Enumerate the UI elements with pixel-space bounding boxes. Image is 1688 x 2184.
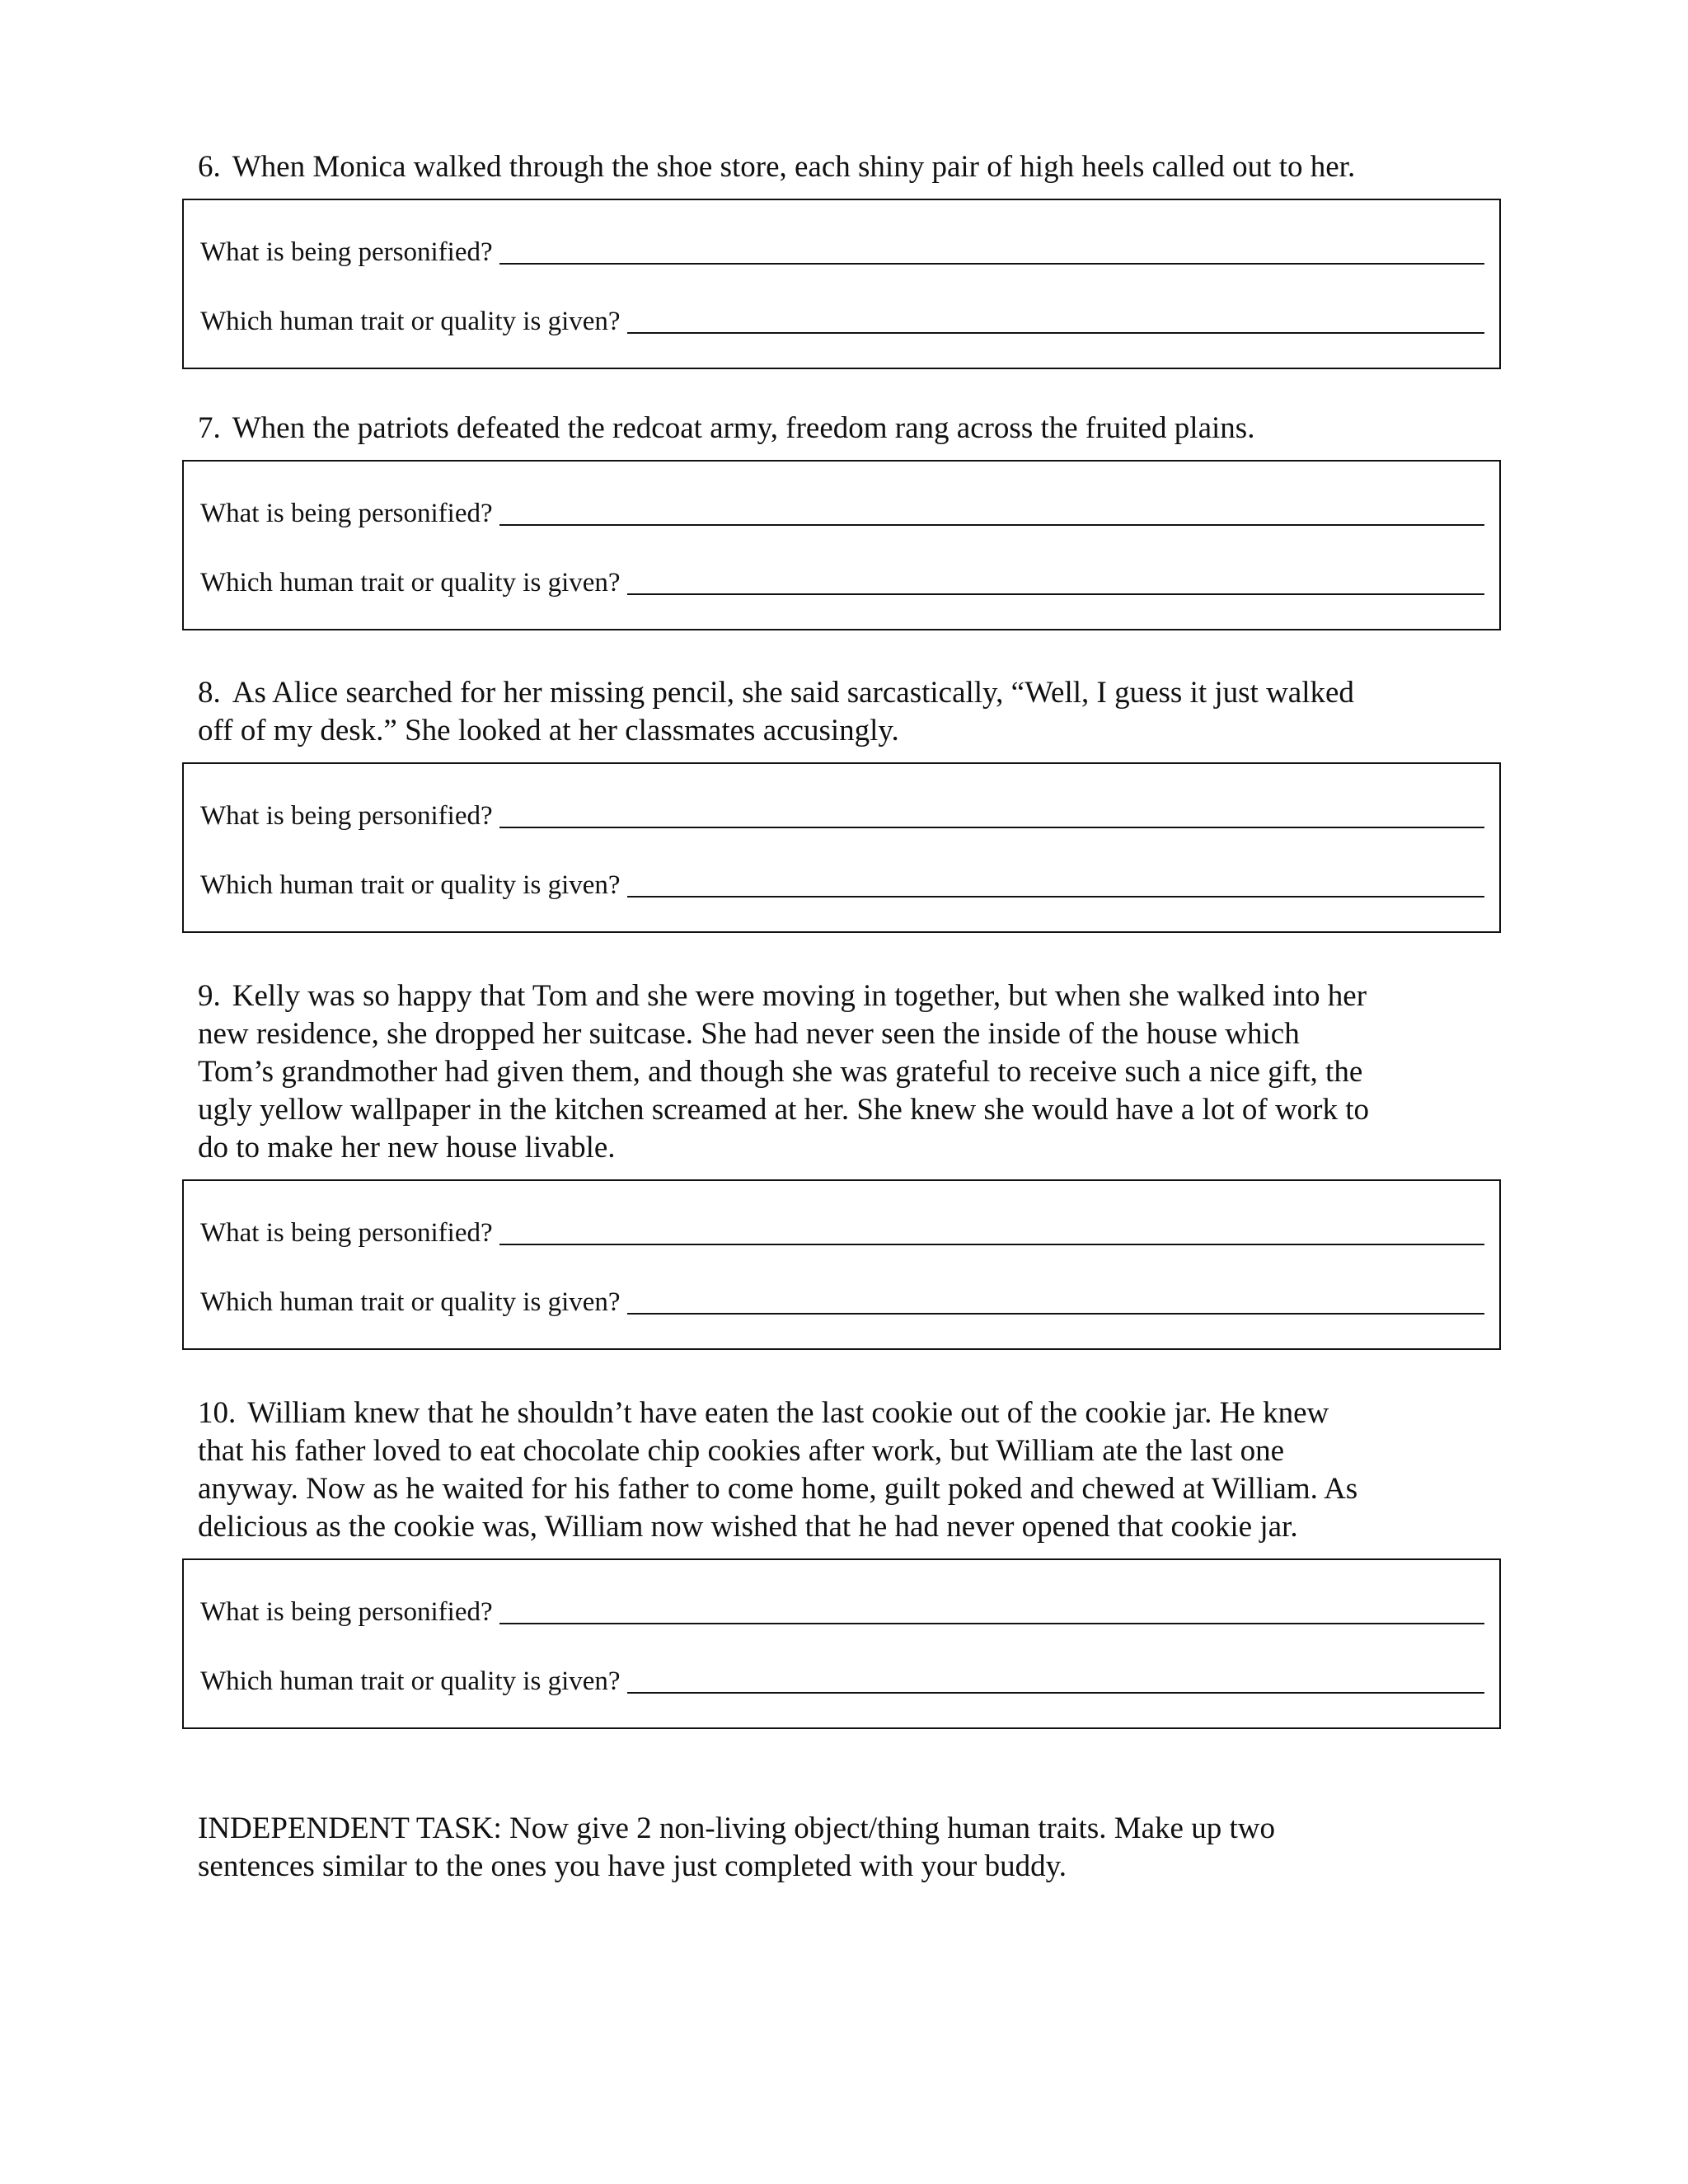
trait-answer-line[interactable] [627, 1664, 1484, 1694]
personified-row [200, 1212, 1484, 1249]
trait-answer-line[interactable] [627, 868, 1484, 898]
question-number: 8. [198, 676, 221, 710]
answer-box-10 [182, 1558, 1501, 1729]
trait-answer-line[interactable] [627, 565, 1484, 595]
question-line: William knew that he shouldn’t have eaten the last cookie out of the cookie jar. He knew [247, 1396, 1329, 1430]
question-line: When Monica walked through the shoe store, each shiny pair of high heels called out to her. [232, 150, 1356, 184]
question-line: anyway. Now as he waited for his father to come home, guilt poked and chewed at William. As [198, 1472, 1358, 1506]
trait-label: Which human trait or quality is given? [200, 1666, 621, 1696]
personified-answer-line[interactable] [499, 799, 1484, 828]
question-line: new residence, she dropped her suitcase. She had never seen the inside of the house which [198, 1017, 1300, 1051]
trait-row [200, 301, 1484, 337]
question-9-text [198, 977, 1525, 1167]
personified-answer-line[interactable] [499, 496, 1484, 526]
personified-label: What is being personified? [200, 1218, 493, 1248]
personified-row [200, 1591, 1484, 1628]
answer-box-9 [182, 1179, 1501, 1350]
question-10-text [198, 1394, 1525, 1546]
personified-label: What is being personified? [200, 237, 493, 267]
question-line: When the patriots defeated the redcoat army, freedom rang across the fruited plains. [232, 411, 1255, 445]
task-line-2: sentences similar to the ones you have just completed with your buddy. [198, 1849, 1067, 1883]
trait-label: Which human trait or quality is given? [200, 307, 621, 336]
trait-row [200, 1661, 1484, 1697]
question-number: 6. [198, 150, 221, 184]
trait-answer-line[interactable] [627, 304, 1484, 334]
question-line: Tom’s grandmother had given them, and though she was grateful to receive such a nice gift, the [198, 1055, 1363, 1089]
personified-label: What is being personified? [200, 801, 493, 831]
personified-row [200, 493, 1484, 529]
answer-box-7 [182, 460, 1501, 630]
question-number: 9. [198, 979, 221, 1013]
personified-answer-line[interactable] [499, 1216, 1484, 1245]
question-line: off of my desk.” She looked at her classmates accusingly. [198, 714, 899, 748]
question-6-text [198, 148, 1525, 186]
trait-label: Which human trait or quality is given? [200, 568, 621, 598]
question-line: ugly yellow wallpaper in the kitchen screamed at her. She knew she would have a lot of work to [198, 1093, 1370, 1127]
question-line: Kelly was so happy that Tom and she were moving in together, but when she walked into her [232, 979, 1367, 1013]
task-line-1: INDEPENDENT TASK: Now give 2 non-living object/thing human traits. Make up two [198, 1811, 1275, 1845]
trait-label: Which human trait or quality is given? [200, 1287, 621, 1317]
question-line: do to make her new house livable. [198, 1131, 616, 1165]
personified-row [200, 232, 1484, 268]
personified-answer-line[interactable] [499, 235, 1484, 265]
trait-row [200, 562, 1484, 598]
answer-box-8 [182, 762, 1501, 933]
trait-row [200, 865, 1484, 901]
answer-box-6 [182, 199, 1501, 369]
personified-row [200, 795, 1484, 832]
personified-answer-line[interactable] [499, 1595, 1484, 1624]
question-number: 10. [198, 1396, 237, 1430]
question-line: As Alice searched for her missing pencil, she said sarcastically, “Well, I guess it just walked [232, 676, 1354, 710]
question-number: 7. [198, 411, 221, 445]
question-line: that his father loved to eat chocolate chip cookies after work, but William ate the last one [198, 1434, 1285, 1468]
personified-label: What is being personified? [200, 1597, 493, 1627]
independent-task [198, 1810, 1517, 1886]
question-line: delicious as the cookie was, William now wished that he had never opened that cookie jar. [198, 1510, 1298, 1544]
trait-answer-line[interactable] [627, 1285, 1484, 1315]
question-7-text [198, 410, 1525, 448]
trait-row [200, 1282, 1484, 1318]
personified-label: What is being personified? [200, 499, 493, 528]
question-8-text [198, 674, 1525, 750]
trait-label: Which human trait or quality is given? [200, 870, 621, 900]
